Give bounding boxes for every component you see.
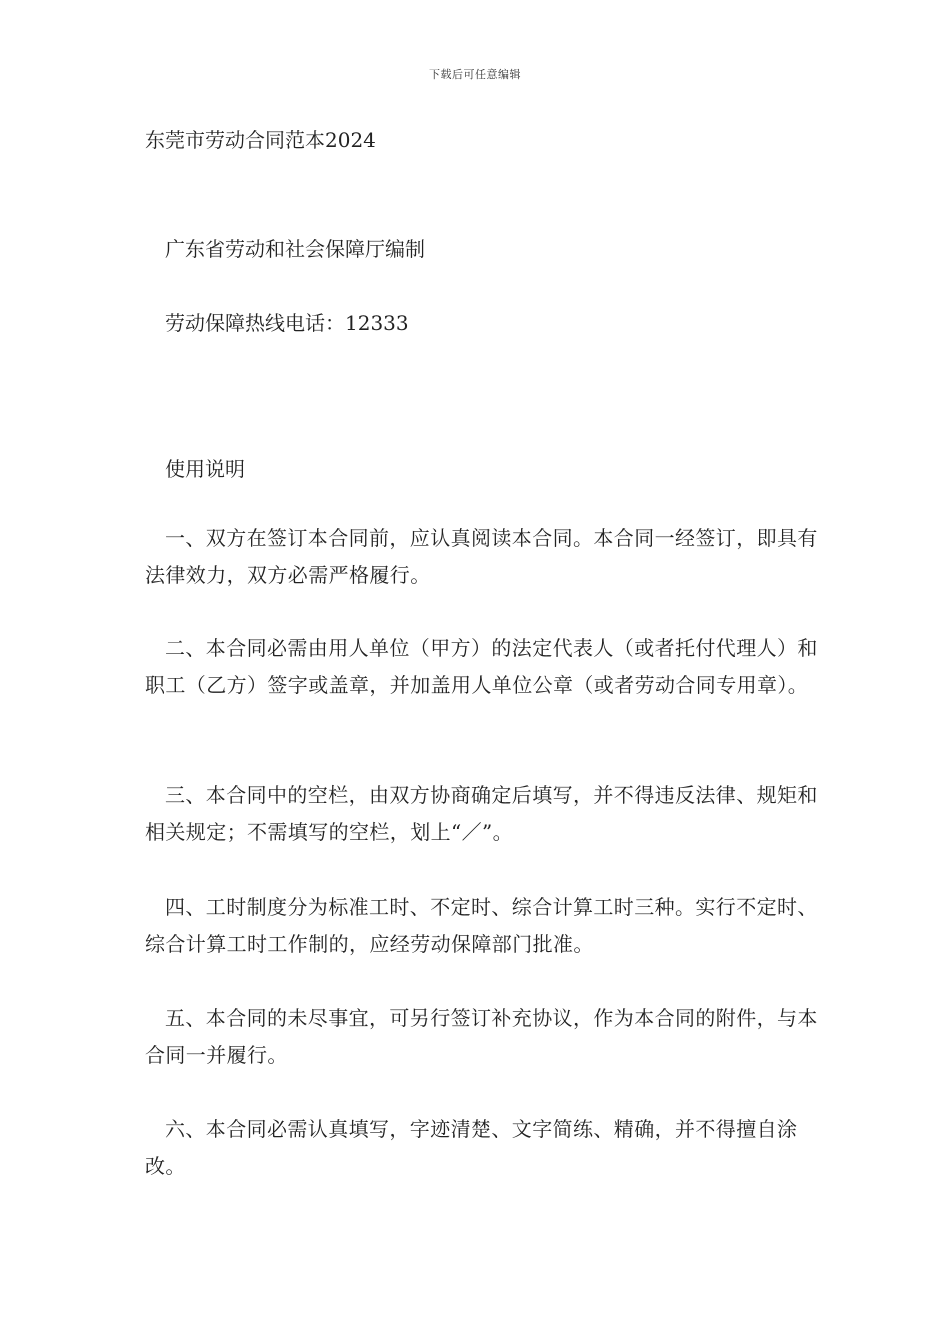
instruction-paragraph-6: 六、本合同必需认真填写，字迹清楚、文字简练、精确，并不得擅自涂改。 — [145, 1117, 798, 1178]
document-title: 东莞市劳动合同范本2024 — [145, 128, 376, 152]
instruction-paragraph-4: 四、工时制度分为标准工时、不定时、综合计算工时三种。实行不定时、综合计算工时工作制的，应经劳动保障部门批准。 — [145, 895, 818, 956]
instruction-paragraph-2: 二、本合同必需由用人单位（甲方）的法定代表人（或者托付代理人）和职工（乙方）签字或盖章，并加盖用人单位公章（或者劳动合同专用章）。 — [145, 636, 818, 697]
instruction-paragraph-3: 三、本合同中的空栏，由双方协商确定后填写，并不得违反法律、规矩和相关规定；不需填写的空栏，划上“／”。 — [145, 783, 818, 844]
instructions-heading: 使用说明 — [165, 457, 245, 481]
header-note: 下载后可任意编辑 — [429, 68, 521, 81]
instruction-paragraph-1: 一、双方在签订本合同前，应认真阅读本合同。本合同一经签订，即具有法律效力，双方必需严格履行。 — [145, 526, 818, 587]
issuer-line: 广东省劳动和社会保障厅编制 — [165, 237, 425, 261]
instruction-paragraph-5: 五、本合同的未尽事宜，可另行签订补充协议，作为本合同的附件，与本合同一并履行。 — [145, 1006, 818, 1067]
hotline-line: 劳动保障热线电话：12333 — [165, 311, 409, 335]
